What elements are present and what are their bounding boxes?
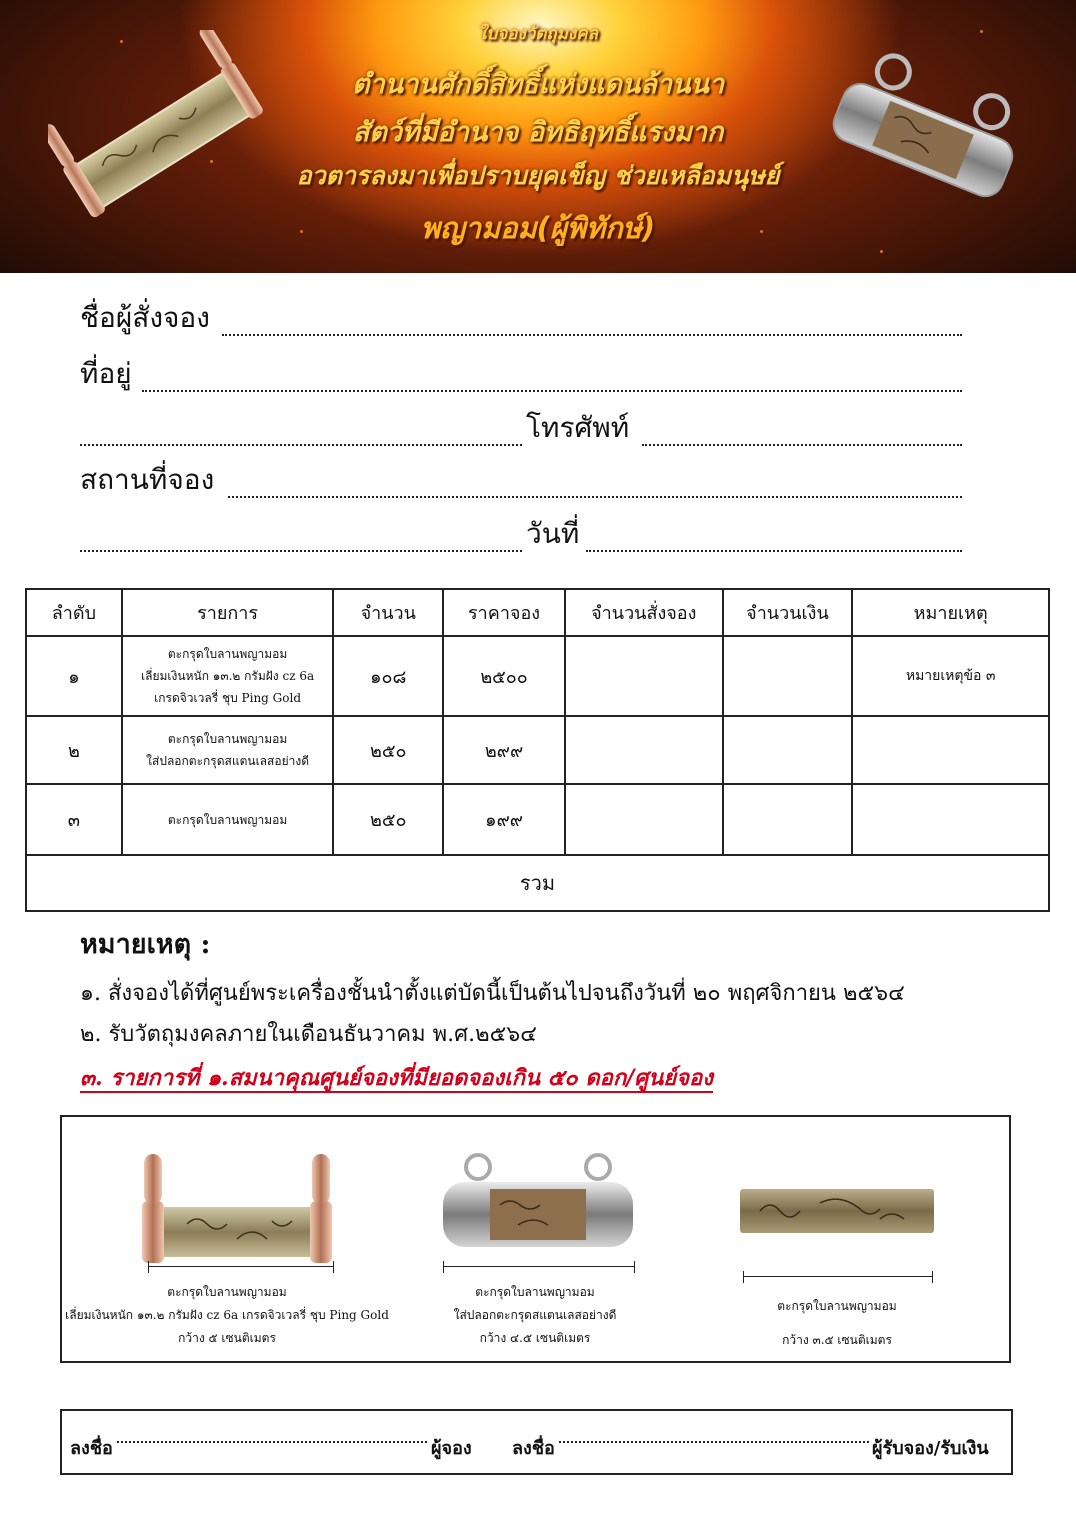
row-price: ๑๙๙ — [443, 784, 565, 855]
order-table — [25, 588, 1050, 912]
table-header-row — [26, 589, 1049, 636]
width-measure-line — [148, 1261, 334, 1273]
row-item — [122, 636, 334, 716]
orderer-signature-field[interactable] — [117, 1441, 427, 1443]
receiver-role-label: ผู้รับจอง/รับเงิน — [872, 1438, 989, 1459]
col-header-order-qty: จำนวนสั่งจอง — [565, 589, 723, 636]
header-banner — [0, 0, 1076, 273]
banner-line-0: ใบจองวัตถุมงคล — [478, 24, 598, 44]
name-field[interactable] — [222, 334, 962, 336]
banner-line-1: ตำนานศักดิ์สิทธิ์แห่งแดนล้านนา — [351, 69, 725, 100]
item-line: ใส่ปลอกตะกรุดสแตนเลสอย่างดี — [146, 754, 309, 768]
row-no: ๑ — [26, 636, 122, 716]
row-item — [122, 716, 334, 784]
date-field[interactable] — [586, 550, 962, 552]
row-qty: ๒๕๐ — [333, 716, 443, 784]
item-line: ตะกรุดใบลานพญามอม — [167, 732, 288, 746]
sign-label-1: ลงชื่อ — [70, 1438, 113, 1459]
product-showcase — [60, 1115, 1011, 1363]
width-measure-line — [443, 1261, 635, 1273]
address-field-2[interactable] — [80, 444, 522, 446]
col-header-remark: หมายเหตุ — [852, 589, 1049, 636]
note-2: ๒. รับวัตถุมงคลภายในเดือนธันวาคม พ.ศ.๒๕๖๔ — [80, 1022, 537, 1047]
row-price: ๒๙๙ — [443, 716, 565, 784]
phone-field[interactable] — [642, 444, 962, 446]
col-header-qty: จำนวน — [333, 589, 443, 636]
product-1-name: ตะกรุดใบลานพญามอม — [167, 1285, 287, 1299]
row-order-qty-cell[interactable] — [565, 716, 723, 784]
width-measure-line — [743, 1271, 933, 1283]
address-field-row — [80, 356, 962, 400]
signature-box — [60, 1409, 1013, 1475]
total-row — [26, 855, 1049, 911]
product-2-name: ตะกรุดใบลานพญามอม — [475, 1285, 595, 1299]
banner-line-4: พญามอม(ผู้พิทักษ์) — [420, 211, 656, 245]
row-remark: หมายเหตุข้อ ๓ — [852, 636, 1049, 716]
item-line: ตะกรุดใบลานพญามอม — [167, 812, 288, 827]
col-header-item: รายการ — [122, 589, 334, 636]
notes-title: หมายเหตุ : — [80, 929, 211, 960]
product-1-image — [132, 1149, 342, 1274]
product-1-detail: เลี่ยมเงินหนัก ๑๓.๒ กรัมฝัง cz 6a เกรดจิวเวลรี่ ชุบ Ping Gold — [65, 1308, 389, 1322]
row-order-qty-cell[interactable] — [565, 784, 723, 855]
phone-label: โทรศัพท์ — [526, 411, 630, 444]
product-3-name: ตะกรุดใบลานพญามอม — [777, 1299, 897, 1313]
note-1: ๑. สั่งจองได้ที่ศูนย์พระเครื่องชั้นนำตั้งแต่บัดนี้เป็นต้นไปจนถึงวันที่ ๒๐ พฤศจิกายน ๒๕๖๔ — [80, 981, 905, 1006]
table-row — [26, 716, 1049, 784]
col-header-no: ลำดับ — [26, 589, 122, 636]
product-3-image — [740, 1189, 934, 1233]
row-remark[interactable] — [852, 784, 1049, 855]
row-amount-cell[interactable] — [723, 784, 853, 855]
item-line: ตะกรุดใบลานพญามอม — [167, 647, 288, 661]
row-order-qty-cell[interactable] — [565, 636, 723, 716]
row-no: ๓ — [26, 784, 122, 855]
note-3: ๓. รายการที่ ๑.สมนาคุณศูนย์จองที่มียอดจองเกิน ๕๐ ดอก/ศูนย์จอง — [80, 1065, 713, 1091]
name-label: ชื่อผู้สั่งจอง — [80, 301, 210, 334]
row-amount-cell[interactable] — [723, 636, 853, 716]
place-field-2[interactable] — [80, 550, 522, 552]
col-header-price: ราคาจอง — [443, 589, 565, 636]
sign-label-2: ลงชื่อ — [512, 1438, 555, 1459]
banner-line-2: สัตว์ที่มีอำนาจ อิทธิฤทธิ์แรงมาก — [352, 117, 724, 148]
address-label: ที่อยู่ — [80, 357, 132, 390]
product-3-size: กว้าง ๓.๕ เซนติเมตร — [782, 1333, 892, 1347]
place-field-row — [80, 462, 962, 506]
row-amount-cell[interactable] — [723, 716, 853, 784]
date-label: วันที่ — [526, 517, 580, 550]
orderer-role-label: ผู้จอง — [431, 1438, 472, 1459]
phone-field-row — [80, 410, 962, 454]
product-2-size: กว้าง ๔.๕ เซนติเมตร — [479, 1331, 591, 1345]
product-2-detail: ใส่ปลอกตะกรุดสแตนเลสอย่างดี — [453, 1308, 617, 1322]
place-label: สถานที่จอง — [80, 463, 215, 496]
row-qty: ๒๕๐ — [333, 784, 443, 855]
col-header-amount: จำนวนเงิน — [723, 589, 853, 636]
address-field[interactable] — [142, 390, 962, 392]
receiver-signature-field[interactable] — [559, 1441, 869, 1443]
row-no: ๒ — [26, 716, 122, 784]
row-item — [122, 784, 334, 855]
item-line: เกรดจิวเวลรี่ ชุบ Ping Gold — [154, 691, 302, 705]
date-field-row — [80, 516, 962, 560]
row-qty: ๑๐๘ — [333, 636, 443, 716]
item-line: เลี่ยมเงินหนัก ๑๓.๒ กรัมฝัง cz 6a — [141, 669, 315, 683]
place-field[interactable] — [228, 496, 962, 498]
row-remark[interactable] — [852, 716, 1049, 784]
product-1-size: กว้าง ๕ เซนติเมตร — [178, 1331, 276, 1345]
product-2-image — [438, 1147, 638, 1257]
table-row — [26, 636, 1049, 716]
total-label: รวม — [26, 855, 1049, 911]
table-row — [26, 784, 1049, 855]
row-price: ๒๕๐๐ — [443, 636, 565, 716]
name-field-row — [80, 300, 962, 344]
banner-line-3: อวตารลงมาเพื่อปราบยุคเข็ญ ช่วยเหลือมนุษย์ — [296, 161, 780, 190]
